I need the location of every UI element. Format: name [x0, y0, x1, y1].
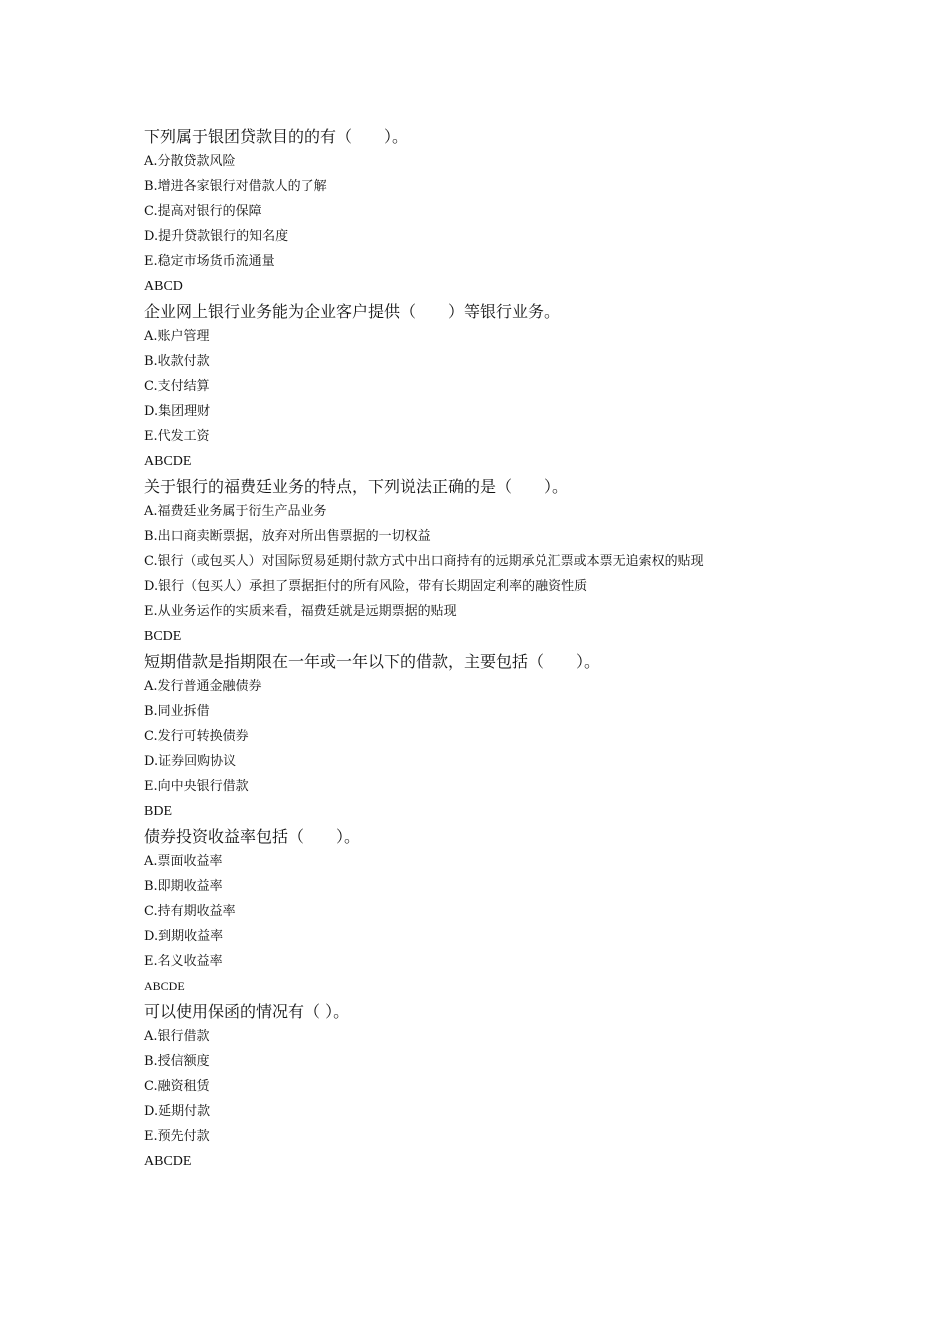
question-block	[144, 649, 904, 824]
question-block	[144, 299, 904, 474]
option-c: C.支付结算	[144, 379, 210, 394]
answer-text: BCDE	[144, 629, 182, 644]
option-e: E.预先付款	[144, 1129, 210, 1144]
option-e: E.向中央银行借款	[144, 779, 249, 794]
question-block	[144, 824, 904, 999]
answer-text: ABCD	[144, 279, 183, 294]
option-e: E.从业务运作的实质来看，福费廷就是远期票据的贴现	[144, 604, 457, 619]
option-c: C.银行（或包买人）对国际贸易延期付款方式中出口商持有的远期承兑汇票或本票无追索权的贴现	[144, 554, 704, 569]
option-a: A.票面收益率	[144, 854, 223, 869]
document-page	[144, 124, 904, 1174]
question-block	[144, 999, 904, 1174]
option-d: D.到期收益率	[144, 929, 224, 944]
option-b: B.即期收益率	[144, 879, 223, 894]
question-text: 企业网上银行业务能为企业客户提供（ ）等银行业务。	[144, 302, 561, 321]
option-d: D.集团理财	[144, 404, 211, 419]
option-a: A.银行借款	[144, 1029, 210, 1044]
question-text: 下列属于银团贷款目的的有（ ）。	[144, 127, 409, 146]
option-d: D.证券回购协议	[144, 754, 237, 769]
option-a: A.分散贷款风险	[144, 154, 236, 169]
option-c: C.融资租赁	[144, 1079, 210, 1094]
option-a: A.账户管理	[144, 329, 210, 344]
option-d: D.银行（包买人）承担了票据拒付的所有风险，带有长期固定利率的融资性质	[144, 579, 588, 594]
option-b: B.出口商卖断票据，放弃对所出售票据的一切权益	[144, 529, 431, 544]
option-e: E.名义收益率	[144, 954, 223, 969]
answer-text: ABCDE	[144, 454, 192, 469]
option-e: E.代发工资	[144, 429, 210, 444]
question-block	[144, 474, 904, 649]
question-text: 关于银行的福费廷业务的特点，下列说法正确的是（ ）。	[144, 477, 569, 496]
answer-text: ABCDE	[144, 979, 185, 993]
option-e: E.稳定市场货币流通量	[144, 254, 275, 269]
option-b: B.授信额度	[144, 1054, 210, 1069]
option-a: A.发行普通金融债券	[144, 679, 262, 694]
answer-text: ABCDE	[144, 1154, 192, 1169]
answer-text: BDE	[144, 804, 172, 819]
question-text: 可以使用保函的情况有（ ）。	[144, 1002, 350, 1021]
option-c: C.持有期收益率	[144, 904, 236, 919]
option-c: C.提高对银行的保障	[144, 204, 262, 219]
option-c: C.发行可转换债券	[144, 729, 249, 744]
question-block	[144, 124, 904, 299]
option-d: D.提升贷款银行的知名度	[144, 229, 289, 244]
option-b: B.收款付款	[144, 354, 210, 369]
question-text: 债券投资收益率包括（ ）。	[144, 827, 361, 846]
option-d: D.延期付款	[144, 1104, 211, 1119]
option-a: A.福费廷业务属于衍生产品业务	[144, 504, 327, 519]
option-b: B.增进各家银行对借款人的了解	[144, 179, 327, 194]
question-text: 短期借款是指期限在一年或一年以下的借款，主要包括（ ）。	[144, 652, 601, 671]
option-b: B.同业拆借	[144, 704, 210, 719]
